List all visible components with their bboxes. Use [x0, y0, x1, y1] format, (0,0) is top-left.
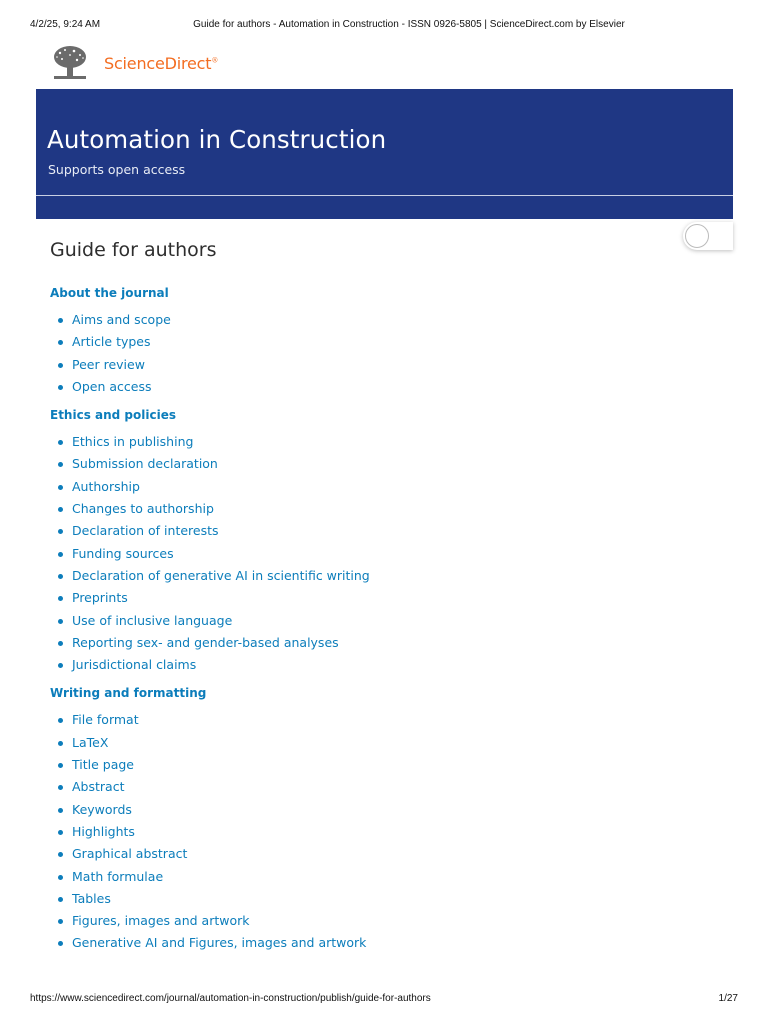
toc-list-writing [50, 709, 690, 954]
print-footer [30, 993, 738, 1004]
toc-link[interactable]: Generative AI and Figures, images and artwork [50, 932, 690, 954]
guide-content [50, 236, 690, 955]
print-datetime: 4/2/25, 9:24 AM [30, 19, 101, 30]
print-page-title: Guide for authors - Automation in Construction - ISSN 0926-5805 | ScienceDirect.com by Elsevier [193, 19, 625, 30]
brand-registered-mark: ® [211, 56, 219, 65]
sciencedirect-logo[interactable] [50, 44, 218, 82]
brand-name [104, 54, 218, 73]
toc-link[interactable]: Declaration of interests [50, 520, 690, 542]
toc-link[interactable]: Authorship [50, 476, 690, 498]
toc-link[interactable]: Use of inclusive language [50, 610, 690, 632]
open-access-label: Supports open access [48, 162, 186, 177]
journal-banner [36, 89, 733, 219]
section-heading-writing[interactable]: Writing and formatting [50, 686, 207, 701]
page-title: Guide for authors [50, 239, 217, 261]
toggle-switch[interactable] [683, 222, 733, 250]
toc-link[interactable]: Peer review [50, 354, 690, 376]
section-heading-ethics[interactable]: Ethics and policies [50, 408, 176, 423]
toc-link[interactable]: Preprints [50, 587, 690, 609]
toc-link[interactable]: Funding sources [50, 543, 690, 565]
toc-list-ethics [50, 431, 690, 676]
toc-link[interactable]: Ethics in publishing [50, 431, 690, 453]
toc-link[interactable]: Submission declaration [50, 453, 690, 475]
journal-title[interactable]: Automation in Construction [47, 125, 387, 154]
toc-link[interactable]: File format [50, 709, 690, 731]
toc-link[interactable]: LaTeX [50, 732, 690, 754]
toc-link[interactable]: Highlights [50, 821, 690, 843]
toc-link[interactable]: Keywords [50, 799, 690, 821]
toc-link[interactable]: Math formulae [50, 866, 690, 888]
toc-link[interactable]: Open access [50, 376, 690, 398]
toc-link[interactable]: Title page [50, 754, 690, 776]
brand-name-text: ScienceDirect [104, 53, 212, 73]
section-heading-about[interactable]: About the journal [50, 286, 169, 300]
toc-link[interactable]: Aims and scope [50, 309, 690, 331]
page-number: 1/27 [718, 993, 738, 1004]
toc-link[interactable]: Reporting sex- and gender-based analyses [50, 632, 690, 654]
toc-link[interactable]: Article types [50, 331, 690, 353]
toc-list-about [50, 309, 690, 398]
elsevier-tree-icon [50, 44, 90, 82]
toc-link[interactable]: Abstract [50, 776, 690, 798]
toc-link[interactable]: Changes to authorship [50, 498, 690, 520]
toc-link[interactable]: Tables [50, 888, 690, 910]
toc-link[interactable]: Figures, images and artwork [50, 910, 690, 932]
toc-link[interactable]: Declaration of generative AI in scientific writing [50, 565, 690, 587]
banner-divider [36, 195, 733, 196]
toc-link[interactable]: Jurisdictional claims [50, 654, 690, 676]
toc-link[interactable]: Graphical abstract [50, 843, 690, 865]
print-url: https://www.sciencedirect.com/journal/automation-in-construction/publish/guide-for-authors [30, 993, 431, 1004]
